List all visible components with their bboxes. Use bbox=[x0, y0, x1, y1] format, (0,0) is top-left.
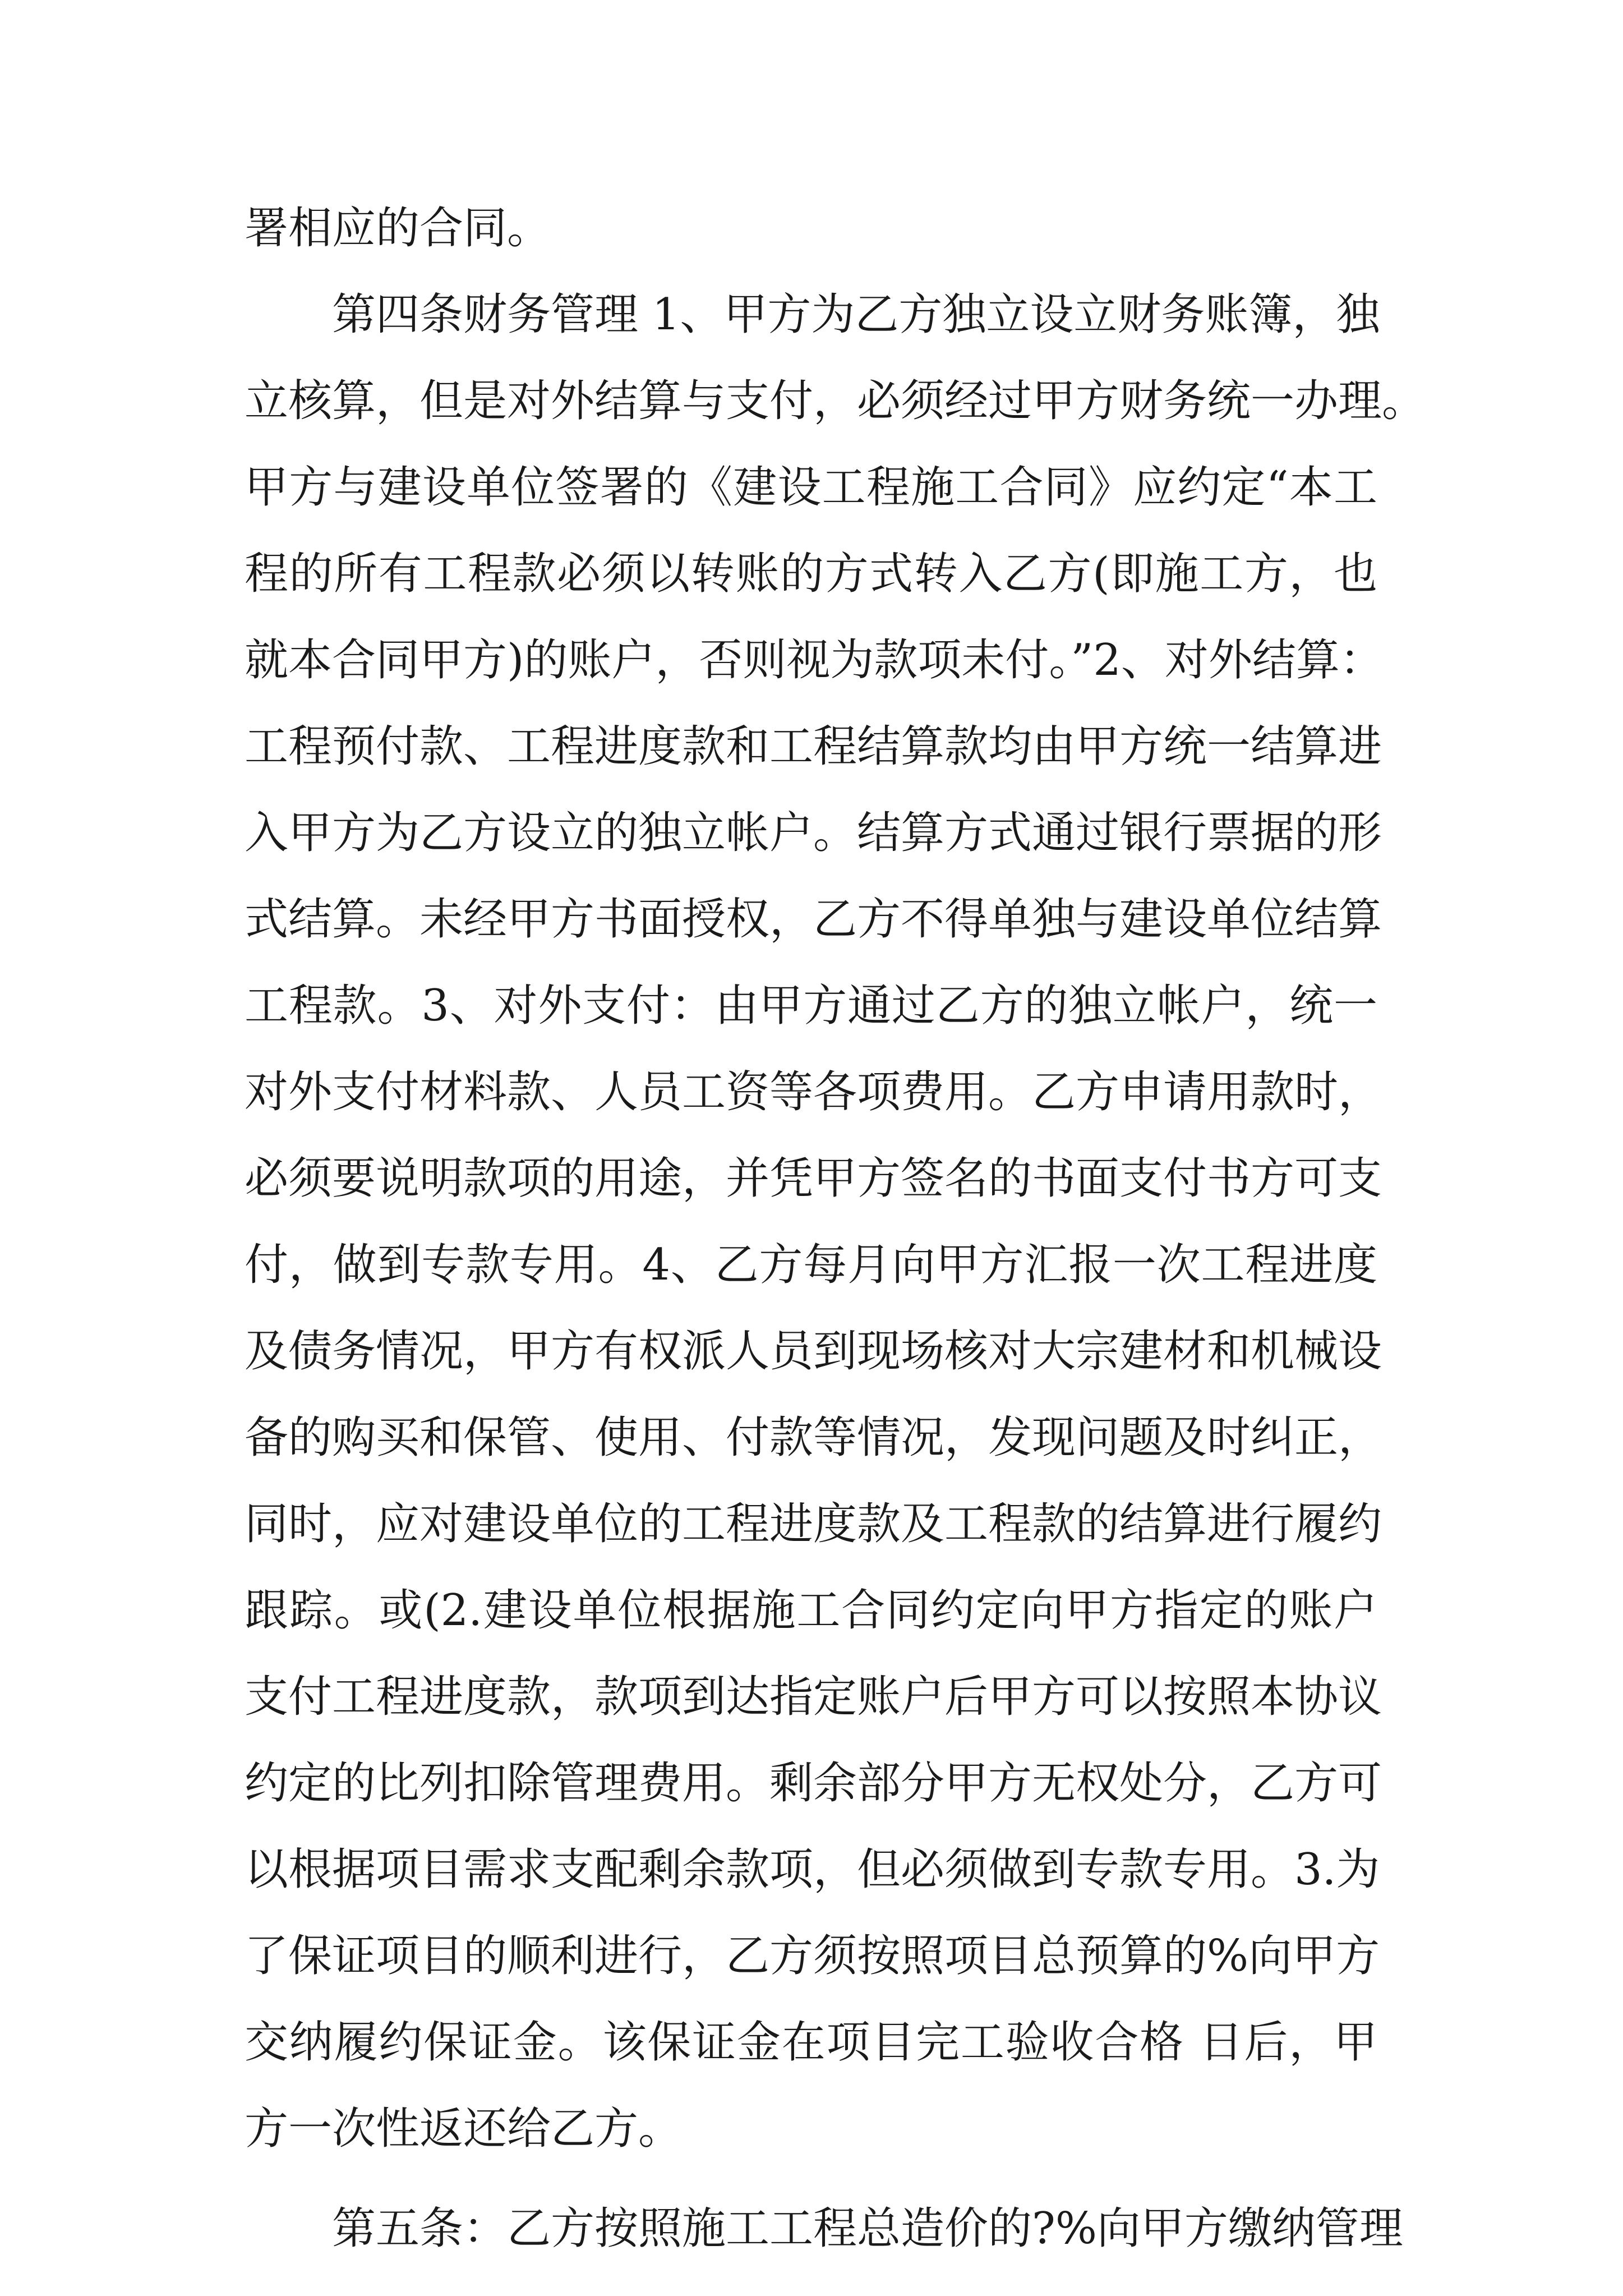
text-line: 第五条：乙方按照施工工程总造价的?%向甲方缴纳管理 bbox=[332, 2203, 1403, 2254]
text-line: 程的所有工程款必须以转账的方式转入乙方(即施工方，也 bbox=[245, 549, 1377, 599]
text-line: 式结算。未经甲方书面授权，乙方不得单独与建设单位结算 bbox=[245, 894, 1382, 945]
text-line: 方一次性返还给乙方。 bbox=[245, 2104, 683, 2154]
text-line: 入甲方为乙方设立的独立帐户。结算方式通过银行票据的形 bbox=[245, 808, 1382, 858]
document-body bbox=[245, 185, 1426, 2272]
text-line: 交纳履约保证金。该保证金在项目完工验收合格 日后，甲 bbox=[245, 2017, 1377, 2068]
text-line: 工程款。3、对外支付：由甲方通过乙方的独立帐户，统一 bbox=[245, 981, 1377, 1031]
text-line: 第四条财务管理 1、甲方为乙方独立设立财务账簿，独 bbox=[332, 289, 1380, 340]
text-line: 了保证项目的顺利进行，乙方须按照项目总预算的%向甲方 bbox=[245, 1931, 1380, 1981]
text-line: 署相应的合同。 bbox=[245, 203, 551, 254]
text-line: 工程预付款、工程进度款和工程结算款均由甲方统一结算进 bbox=[245, 721, 1382, 772]
text-line: 支付工程进度款，款项到达指定账户后甲方可以按照本协议 bbox=[245, 1672, 1382, 1722]
text-line: 跟踪。或(2.建设单位根据施工合同约定向甲方指定的账户 bbox=[245, 1585, 1377, 1636]
text-line: 甲方与建设单位签署的《建设工程施工合同》应约定“本工 bbox=[245, 462, 1377, 513]
text-line: 以根据项目需求支配剩余款项，但必须做到专款专用。3.为 bbox=[245, 1844, 1380, 1895]
text-line: 付，做到专款专用。4、乙方每月向甲方汇报一次工程进度 bbox=[245, 1240, 1377, 1290]
text-line: 同时，应对建设单位的工程进度款及工程款的结算进行履约 bbox=[245, 1499, 1382, 1549]
text-line: 就本合同甲方)的账户，否则视为款项未付。”2、对外结算： bbox=[245, 635, 1384, 685]
text-line: 备的购买和保管、使用、付款等情况，发现问题及时纠正， bbox=[245, 1412, 1382, 1463]
text-line: 及债务情况，甲方有权派人员到现场核对大宗建材和机械设 bbox=[245, 1326, 1382, 1377]
text-line: 立核算，但是对外结算与支付，必须经过甲方财务统一办理。 bbox=[245, 376, 1426, 426]
text-line: 约定的比列扣除管理费用。剩余部分甲方无权处分，乙方可 bbox=[245, 1758, 1382, 1809]
text-line: 必须要说明款项的用途，并凭甲方签名的书面支付书方可支 bbox=[245, 1153, 1382, 1204]
text-line: 对外支付材料款、人员工资等各项费用。乙方申请用款时， bbox=[245, 1067, 1382, 1117]
